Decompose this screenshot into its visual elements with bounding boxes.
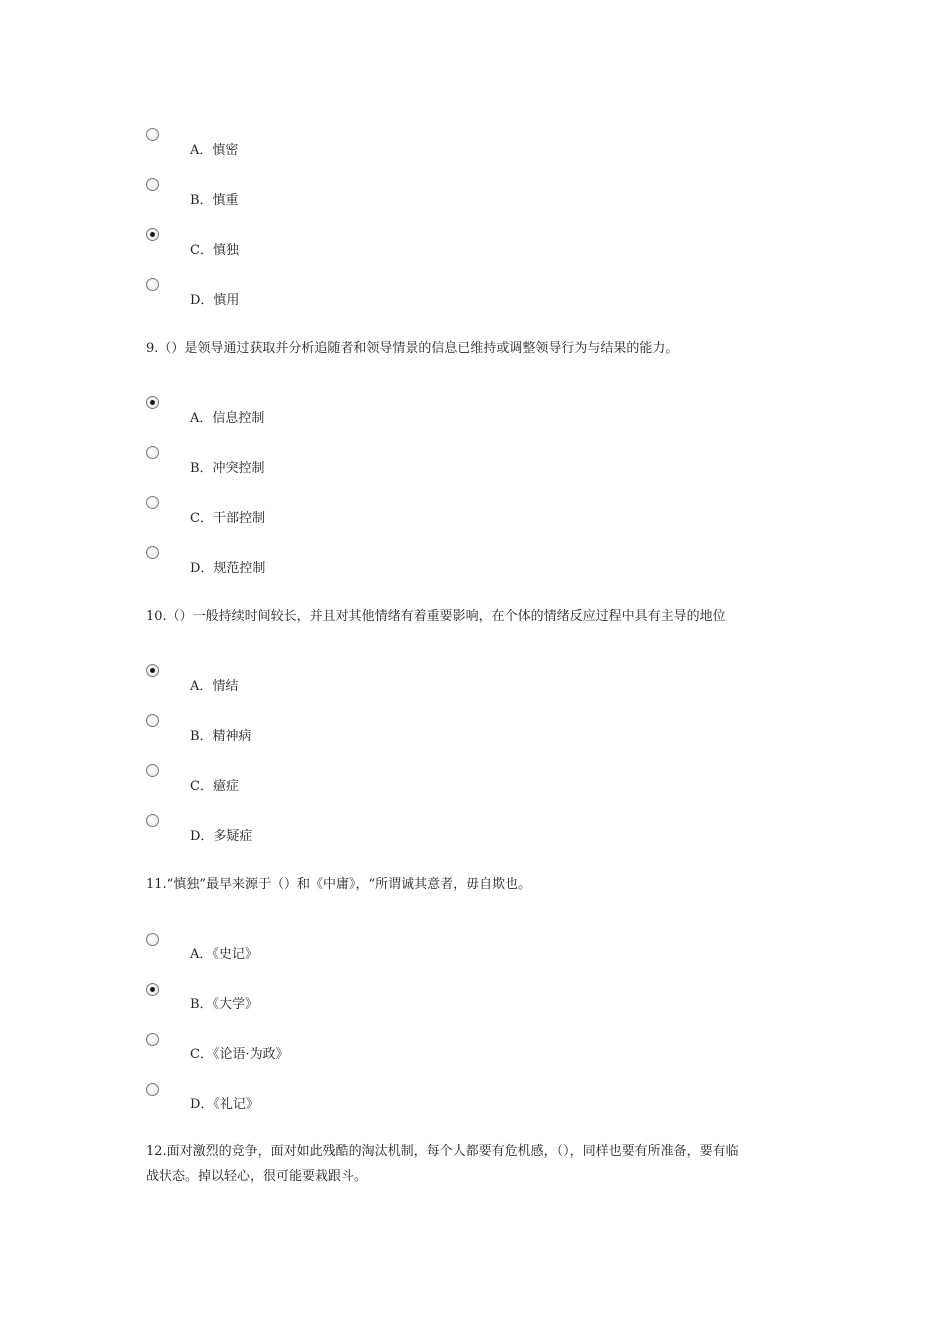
question-9-text: 9.（）是领导通过获取并分析追随者和领导情景的信息已维持或调整领导行为与结果的能力。	[146, 341, 679, 356]
q10-option-b-label: B．精神病	[190, 729, 252, 744]
q9-radio-c[interactable]	[146, 496, 159, 509]
q8-option-d-label: D．慎用	[190, 293, 240, 308]
q11-radio-a[interactable]	[146, 933, 159, 946]
q11-option-c-label: C．《论语·为政》	[190, 1047, 289, 1062]
q9-option-a-label: A．信息控制	[190, 411, 265, 426]
q10-radio-c[interactable]	[146, 764, 159, 777]
q11-option-a-label: A．《史记》	[190, 947, 258, 962]
q11-radio-b[interactable]	[146, 983, 159, 996]
q11-radio-d[interactable]	[146, 1083, 159, 1096]
q11-radio-c[interactable]	[146, 1033, 159, 1046]
question-12-text-line1: 12.面对激烈的竞争，面对如此残酷的淘汰机制，每个人都要有危机感，（），同样也要有所准备，要有临	[146, 1144, 739, 1159]
q8-option-b-label: B．慎重	[190, 193, 239, 208]
q8-radio-d[interactable]	[146, 278, 159, 291]
q9-radio-d[interactable]	[146, 546, 159, 559]
q10-radio-a[interactable]	[146, 664, 159, 677]
q8-option-c-label: C．慎独	[190, 243, 239, 258]
q10-option-a-label: A．情结	[190, 679, 239, 694]
q10-option-c-label: C．癔症	[190, 779, 239, 794]
q10-option-d-label: D．多疑症	[190, 829, 253, 844]
question-12-text-line2: 战状态。掉以轻心，很可能要栽跟斗。	[146, 1169, 368, 1184]
q10-radio-d[interactable]	[146, 814, 159, 827]
q8-radio-a[interactable]	[146, 128, 159, 141]
q8-radio-c[interactable]	[146, 228, 159, 241]
question-10-text: 10.（）一般持续时间较长，并且对其他情绪有着重要影响，在个体的情绪反应过程中具有主导的地位	[146, 609, 726, 624]
q11-option-d-label: D．《礼记》	[190, 1097, 259, 1112]
q8-radio-b[interactable]	[146, 178, 159, 191]
q9-option-d-label: D．规范控制	[190, 561, 266, 576]
q11-option-b-label: B．《大学》	[190, 997, 259, 1012]
q10-radio-b[interactable]	[146, 714, 159, 727]
q9-radio-a[interactable]	[146, 396, 159, 409]
q9-option-b-label: B．冲突控制	[190, 461, 265, 476]
q9-option-c-label: C．干部控制	[190, 511, 265, 526]
q8-option-a-label: A．慎密	[190, 143, 239, 158]
question-11-text: 11.“慎独”最早来源于（）和《中庸》，“所谓诚其意者，毋自欺也。	[146, 877, 532, 892]
q9-radio-b[interactable]	[146, 446, 159, 459]
